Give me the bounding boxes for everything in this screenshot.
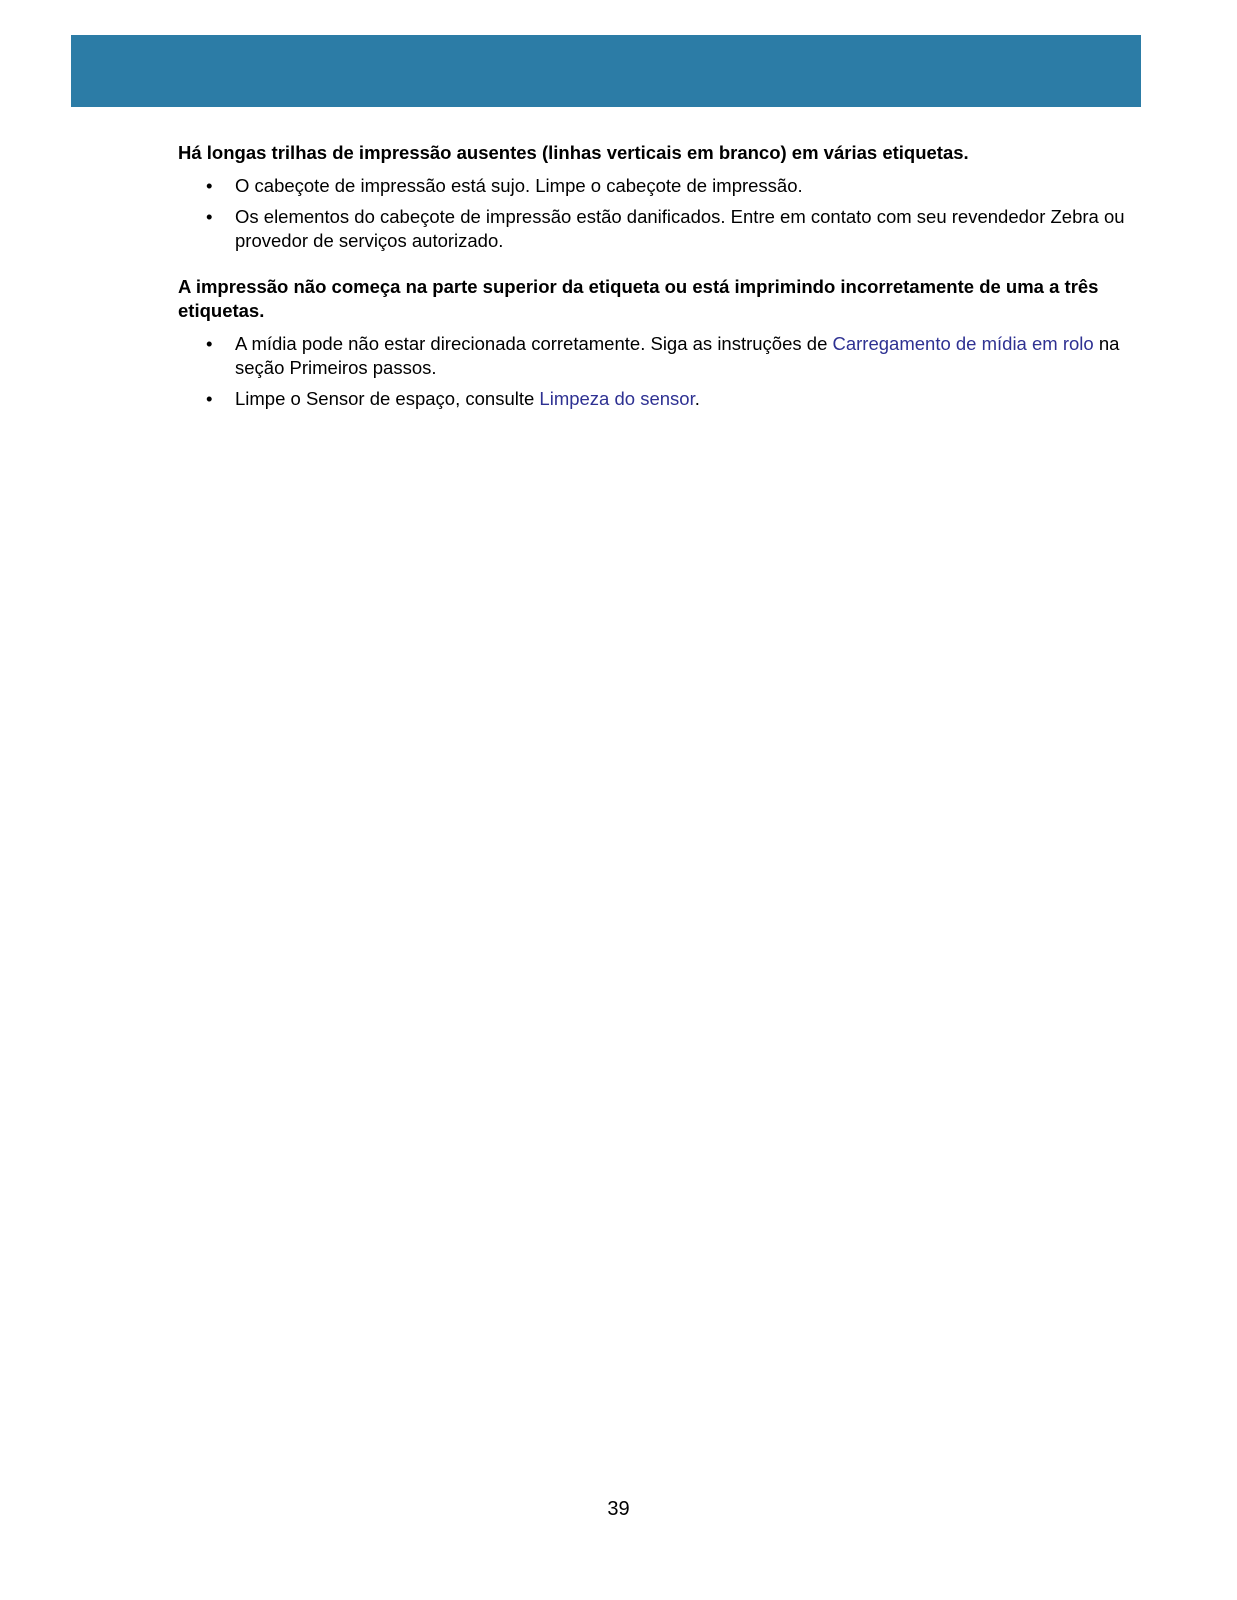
header-band [71, 35, 1141, 107]
bullet-icon: • [206, 206, 213, 227]
list-item [178, 387, 1143, 411]
section-missing-print-trails [178, 141, 1143, 253]
document-body [178, 141, 1143, 433]
bullet-list [178, 174, 1143, 253]
bullet-icon: • [206, 175, 213, 196]
section-heading: A impressão não começa na parte superior da etiqueta ou está imprimindo incorretamente de uma a três etiquetas. [178, 276, 1099, 321]
list-item [178, 174, 1143, 198]
list-item [178, 205, 1143, 253]
list-item-text-before: A mídia pode não estar direcionada corretamente. Siga as instruções de [235, 333, 833, 354]
section-heading: Há longas trilhas de impressão ausentes (linhas verticais em branco) em várias etiquetas. [178, 142, 969, 163]
list-item-text-after: . [694, 388, 700, 409]
bullet-icon: • [206, 333, 213, 354]
list-item-text: Os elementos do cabeçote de impressão estão danificados. Entre em contato com seu revendedor Zebra ou provedor de serviços autorizado. [235, 206, 1125, 251]
section-print-start-position [178, 275, 1143, 411]
list-item-text: O cabeçote de impressão está sujo. Limpe o cabeçote de impressão. [235, 175, 803, 196]
bullet-list [178, 332, 1143, 411]
page-number: 39 [607, 1498, 630, 1520]
bullet-icon: • [206, 388, 213, 409]
list-item [178, 332, 1143, 380]
link-sensor-cleaning[interactable]: Limpeza do sensor [539, 388, 695, 409]
list-item-text-after: na seção Primeiros passos. [235, 333, 1120, 378]
link-roll-media-loading[interactable]: Carregamento de mídia em rolo [832, 333, 1094, 354]
list-item-text-before: Limpe o Sensor de espaço, consulte [235, 388, 540, 409]
